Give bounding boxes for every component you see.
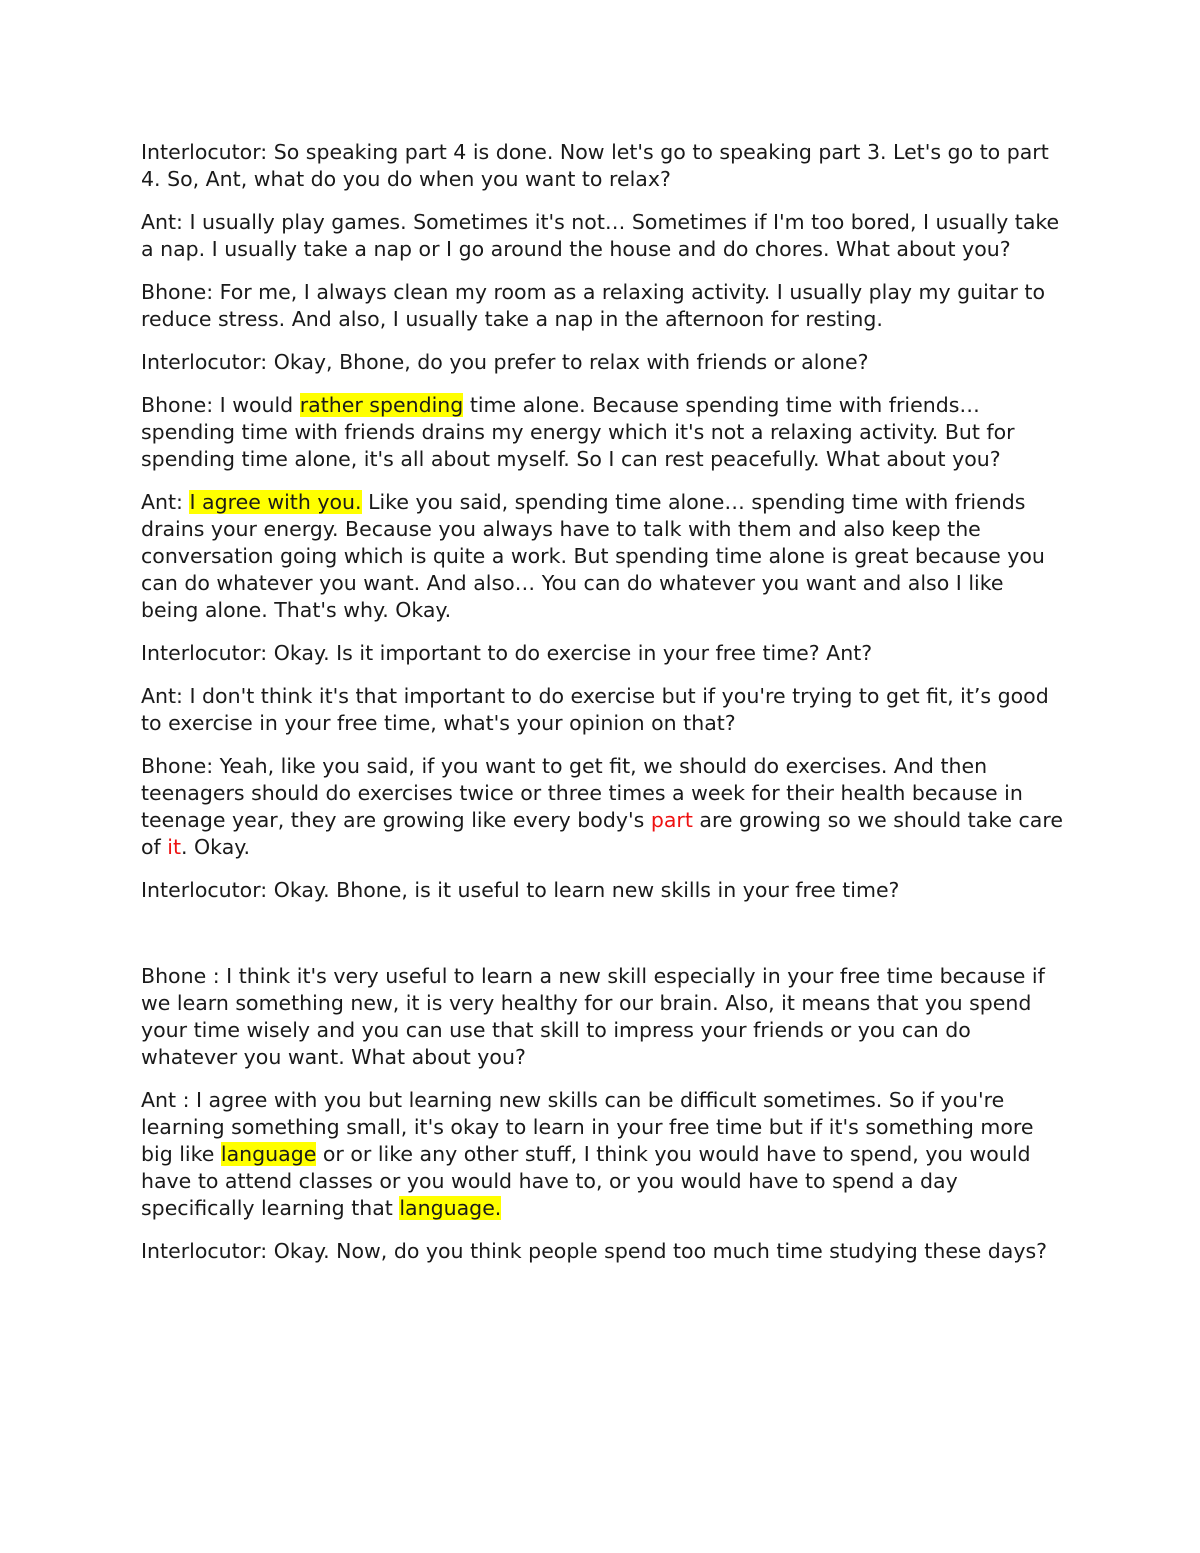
text-run: Interlocutor: Okay. Is it important to do exercise in your free time? Ant?: [141, 641, 873, 665]
text-run: time alone. Because spending time with friends… spending time with friends drains my energy which it's not a relaxing activity. But for spending time alone, it's all about myself. So I can rest peacefully. What about you?: [141, 393, 1015, 471]
transcript-paragraph: [141, 683, 1066, 737]
transcript-paragraph: [141, 963, 1066, 1071]
transcript-paragraph: [141, 489, 1066, 624]
text-run: Like you said, spending time alone… spending time with friends drains your energy. Because you always have to talk with them and also keep the conversation going which is quite a work. But spending time alone is great because you can do whatever you want. And also… You can do whatever you want and also I like being alone. That's why. Okay.: [141, 490, 1045, 622]
text-run: Ant:: [141, 490, 190, 514]
text-run: Bhone: Yeah, like you said, if you want to get fit, we should do exercises. And then teenagers should do exercises twice or three times a week for their health because in teenage year, they are growing like every body's: [141, 754, 1023, 832]
transcript-paragraph: [141, 1238, 1066, 1265]
text-run: Interlocutor: Okay. Now, do you think people spend too much time studying these days?: [141, 1239, 1048, 1263]
text-run: Bhone : I think it's very useful to learn a new skill especially in your free time because if we learn something new, it is very healthy for our brain. Also, it means that you spend your time wisely and you can use that skill to impress your friends or you can do whatever you want. What about you?: [141, 964, 1045, 1069]
highlighted-text: language.: [399, 1196, 502, 1220]
text-run: Ant: I usually play games. Sometimes it's not… Sometimes if I'm too bored, I usually take a nap. I usually take a nap or I go around the house and do chores. What about you?: [141, 210, 1060, 261]
text-run: Ant : I agree with you but learning new skills can be difficult sometimes. So if you're learning something small, it's okay to learn in your free time but if it's something more big like: [141, 1088, 1034, 1166]
transcript-paragraph: [141, 392, 1066, 473]
text-run: Bhone: For me, I always clean my room as a relaxing activity. I usually play my guitar to reduce stress. And also, I usually take a nap in the afternoon for resting.: [141, 280, 1045, 331]
transcript-paragraph: [141, 640, 1066, 667]
red-text: it: [167, 835, 182, 859]
text-run: Interlocutor: Okay, Bhone, do you prefer to relax with friends or alone?: [141, 350, 869, 374]
red-text: part: [650, 808, 693, 832]
transcript-paragraph: [141, 279, 1066, 333]
text-run: Bhone: I would: [141, 393, 300, 417]
text-run: . Okay.: [181, 835, 250, 859]
document-body: [141, 139, 1066, 1281]
transcript-paragraph: [141, 753, 1066, 861]
transcript-paragraph: [141, 209, 1066, 263]
highlighted-text: rather spending: [299, 393, 464, 417]
text-run: or or like any other stuff, I think you would have to spend, you would have to attend classes or you would have to, or you would have to spend a day specifically learning that: [141, 1142, 1031, 1220]
text-run: are growing so we should take care of: [141, 808, 1063, 859]
text-run: Ant: I don't think it's that important to do exercise but if you're trying to get fit, it’s good to exercise in your free time, what's your opinion on that?: [141, 684, 1049, 735]
transcript-paragraph: [141, 139, 1066, 193]
transcript-paragraph: [141, 877, 1066, 904]
highlighted-text: I agree with you.: [189, 490, 362, 514]
text-run: Interlocutor: So speaking part 4 is done. Now let's go to speaking part 3. Let's go to part 4. So, Ant, what do you do when you want to relax?: [141, 140, 1049, 191]
text-run: Interlocutor: Okay. Bhone, is it useful to learn new skills in your free time?: [141, 878, 900, 902]
highlighted-text: language: [220, 1142, 317, 1166]
transcript-paragraph: [141, 349, 1066, 376]
transcript-paragraph: [141, 1087, 1066, 1222]
